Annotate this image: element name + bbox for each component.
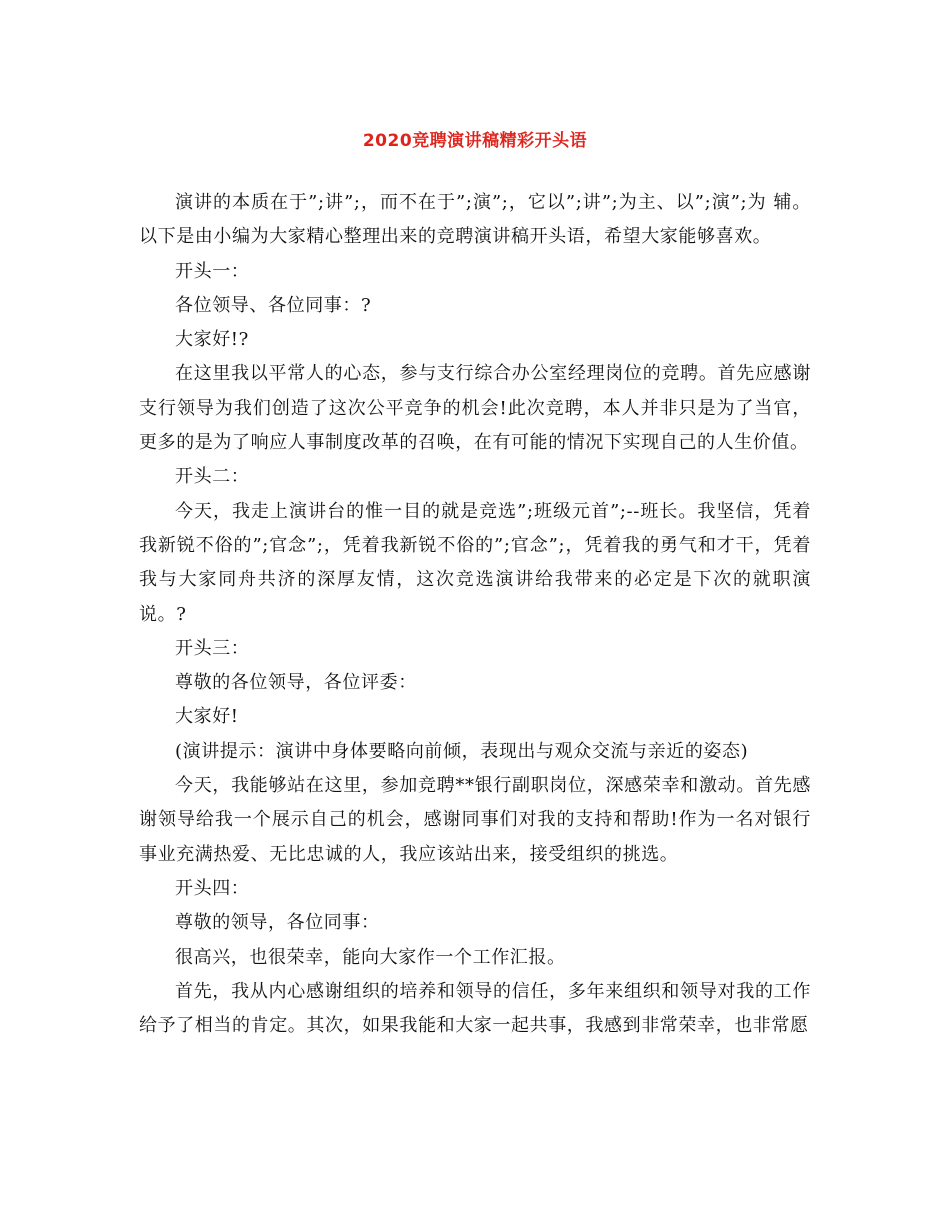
document-body (139, 186, 811, 1043)
section-heading: 开头四： (175, 877, 250, 899)
speech-tip: (演讲提示：演讲中身体要略向前倾，表现出与观众交流与亲近的姿态) (175, 740, 749, 762)
section-heading: 开头一： (175, 260, 250, 282)
document-title: 2020竞聘演讲稿精彩开头语 (362, 131, 588, 151)
section-heading: 开头三： (175, 637, 250, 659)
body-paragraph: 很高兴，也很荣幸，能向大家作一个工作汇报。 (175, 946, 566, 968)
greeting: 大家好!? (175, 329, 249, 351)
section-heading: 开头二： (175, 466, 250, 488)
body-paragraph: 今天，我走上演讲台的惟一目的就是竞选”;班级元首”;--班长。我坚信，凭着我新锐不俗的”;官念”;，凭着我新锐不俗的”;官念”;，凭着我的勇气和才干，凭着我与大家同舟共济的深厚友情，这次竞选演讲给我带来的必定是下次的就职演说。? (139, 500, 811, 625)
greeting: 大家好! (175, 706, 239, 728)
body-paragraph: 在这里我以平常人的心态，参与支行综合办公室经理岗位的竞聘。首先应感谢支行领导为我们创造了这次公平竞争的机会!此次竞聘，本人并非只是为了当官，更多的是为了响应人事制度改革的召唤，在有可能的情况下实现自己的人生价值。 (139, 363, 811, 454)
body-paragraph: 今天，我能够站在这里，参加竞聘**银行副职岗位，深感荣幸和激动。首先感谢领导给我一个展示自己的机会，感谢同事们对我的支持和帮助!作为一名对银行事业充满热爱、无比忠诚的人，我应该站出来，接受组织的挑选。 (139, 775, 811, 865)
salutation: 尊敬的领导，各位同事： (175, 912, 380, 934)
intro-paragraph: 演讲的本质在于”;讲”;，而不在于”;演”;，它以”;讲”;为主、以”;演”;为 辅。以下是由小编为大家精心整理出来的竞聘演讲稿开头语，希望大家能够喜欢。 (139, 192, 811, 248)
salutation: 各位领导、各位同事：? (175, 294, 372, 316)
body-paragraph: 首先，我从内心感谢组织的培养和领导的信任，多年来组织和领导对我的工作给予了相当的肯定。其次，如果我能和大家一起共事，我感到非常荣幸，也非常愿 (139, 980, 811, 1037)
salutation: 尊敬的各位领导，各位评委： (175, 672, 417, 694)
